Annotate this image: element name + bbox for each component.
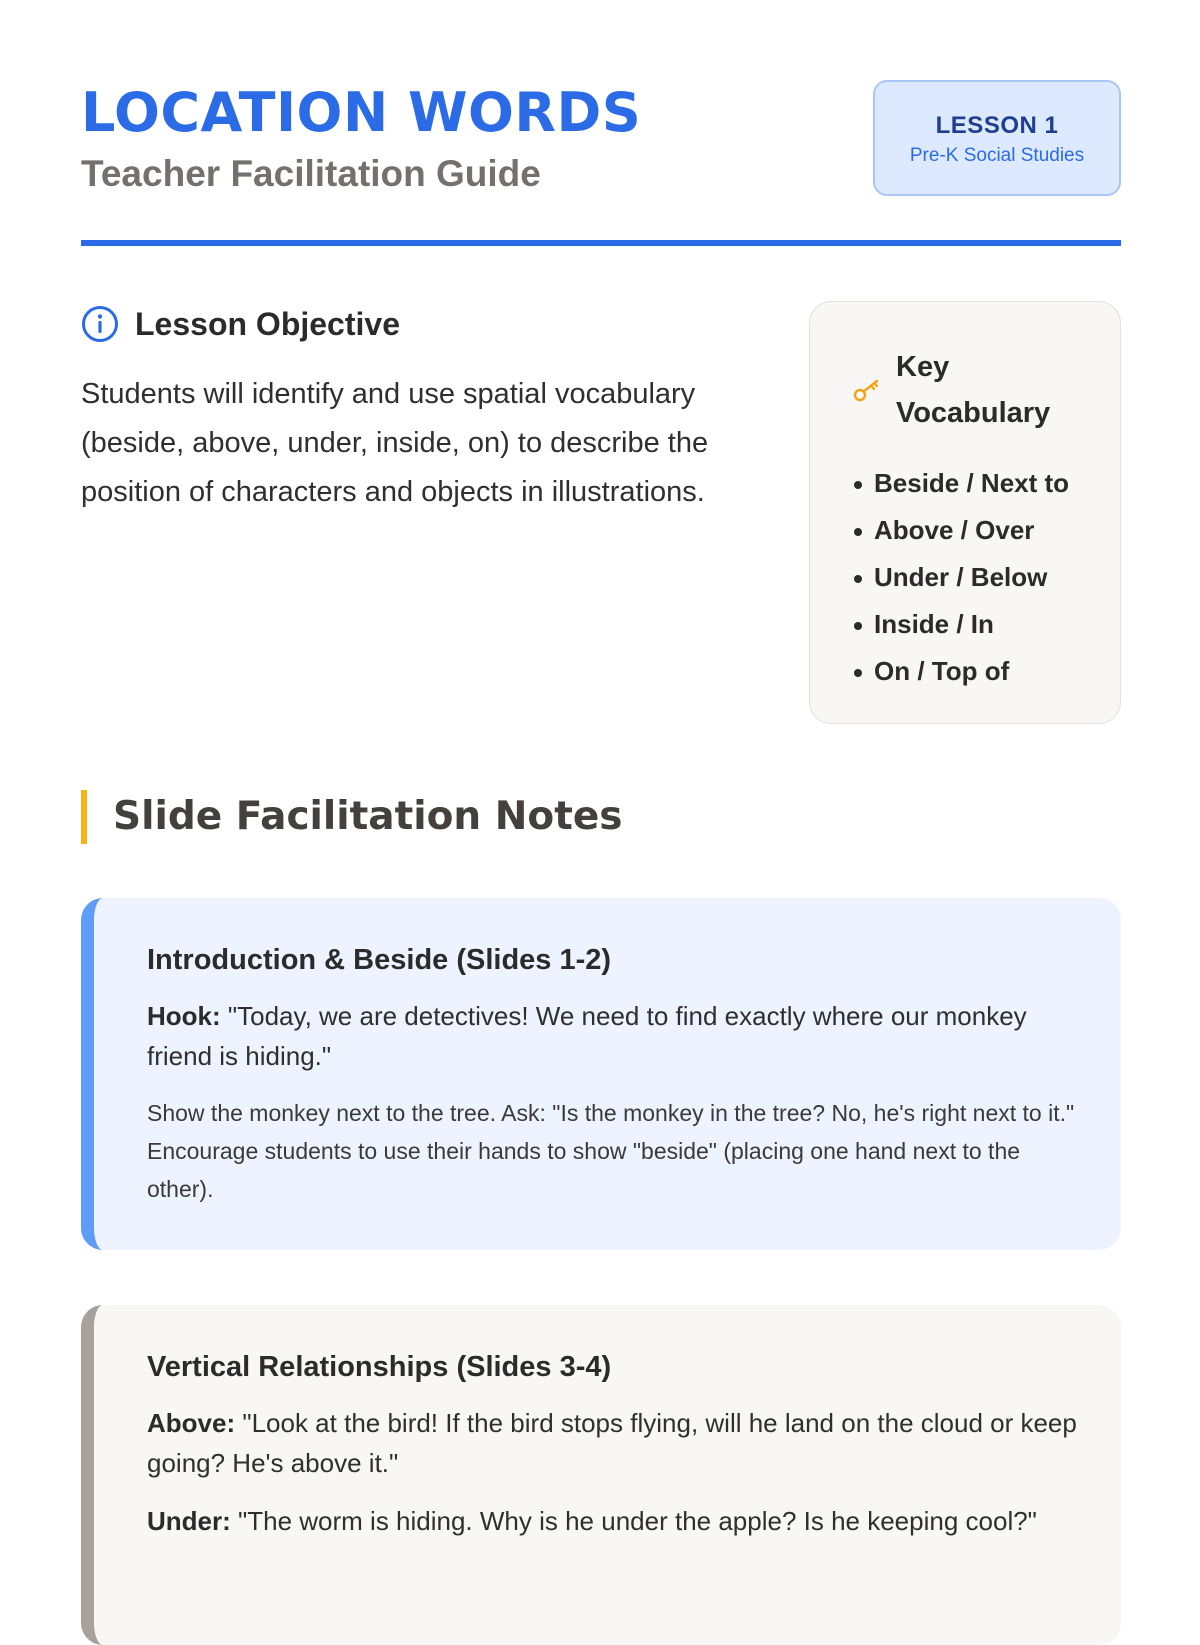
hook-label: Hook:	[147, 1001, 221, 1031]
lesson-objective-section	[81, 300, 761, 517]
facilitation-notes-title: Slide Facilitation Notes	[113, 794, 623, 839]
note-card-title: Introduction & Beside (Slides 1-2)	[147, 944, 612, 976]
lesson-objective-title: Lesson Objective	[135, 306, 400, 342]
above-paragraph	[147, 1403, 1081, 1483]
header	[81, 80, 1121, 210]
lesson-badge	[873, 80, 1121, 196]
under-label: Under:	[147, 1506, 231, 1536]
lesson-number: LESSON 1	[935, 112, 1059, 139]
above-label: Above:	[147, 1408, 236, 1438]
key-vocabulary-card	[809, 301, 1121, 724]
info-icon	[81, 305, 119, 343]
vocabulary-item-under: Under / Below	[852, 554, 1120, 601]
hook-text: "Today, we are detectives! We need to find exactly where our monkey friend is hiding."	[147, 1001, 1027, 1071]
key-vocabulary-heading	[852, 344, 1120, 436]
note-card-title: Vertical Relationships (Slides 3-4)	[147, 1351, 612, 1383]
vocabulary-list	[852, 460, 1120, 695]
lesson-course: Pre-K Social Studies	[909, 145, 1085, 166]
lesson-objective-text: Students will identify and use spatial vocabulary (beside, above, under, inside, on) to describe the position of characters and objects in illustrations.	[81, 378, 709, 508]
key-icon	[852, 375, 882, 405]
note-card-detail: Show the monkey next to the tree. Ask: "Is the monkey in the tree? No, he's right next to it." Encourage students to use their hands to show "beside" (placing one hand next to the other).	[147, 1100, 1075, 1202]
header-divider	[81, 240, 1121, 246]
above-text: "Look at the bird! If the bird stops flying, will he land on the cloud or keep going? He's above it."	[147, 1408, 1077, 1478]
under-paragraph	[147, 1501, 1081, 1541]
vocabulary-item-inside: Inside / In	[852, 601, 1120, 648]
note-card-introduction	[81, 898, 1121, 1250]
heading-accent-bar	[81, 790, 87, 844]
page-title: LOCATION WORDS	[81, 81, 642, 144]
under-text: "The worm is hiding. Why is he under the apple? Is he keeping cool?"	[230, 1506, 1037, 1536]
vocabulary-item-above: Above / Over	[852, 507, 1120, 554]
page-subtitle: Teacher Facilitation Guide	[81, 153, 541, 194]
note-card-vertical	[81, 1305, 1121, 1645]
key-vocabulary-title: Key Vocabulary	[896, 351, 1051, 429]
hook-paragraph	[147, 996, 1081, 1076]
vocabulary-item-beside: Beside / Next to	[852, 460, 1120, 507]
facilitation-notes-heading	[81, 790, 1121, 844]
vocabulary-item-on: On / Top of	[852, 648, 1120, 695]
guide-page	[81, 0, 1121, 1600]
lesson-objective-heading	[81, 300, 761, 348]
